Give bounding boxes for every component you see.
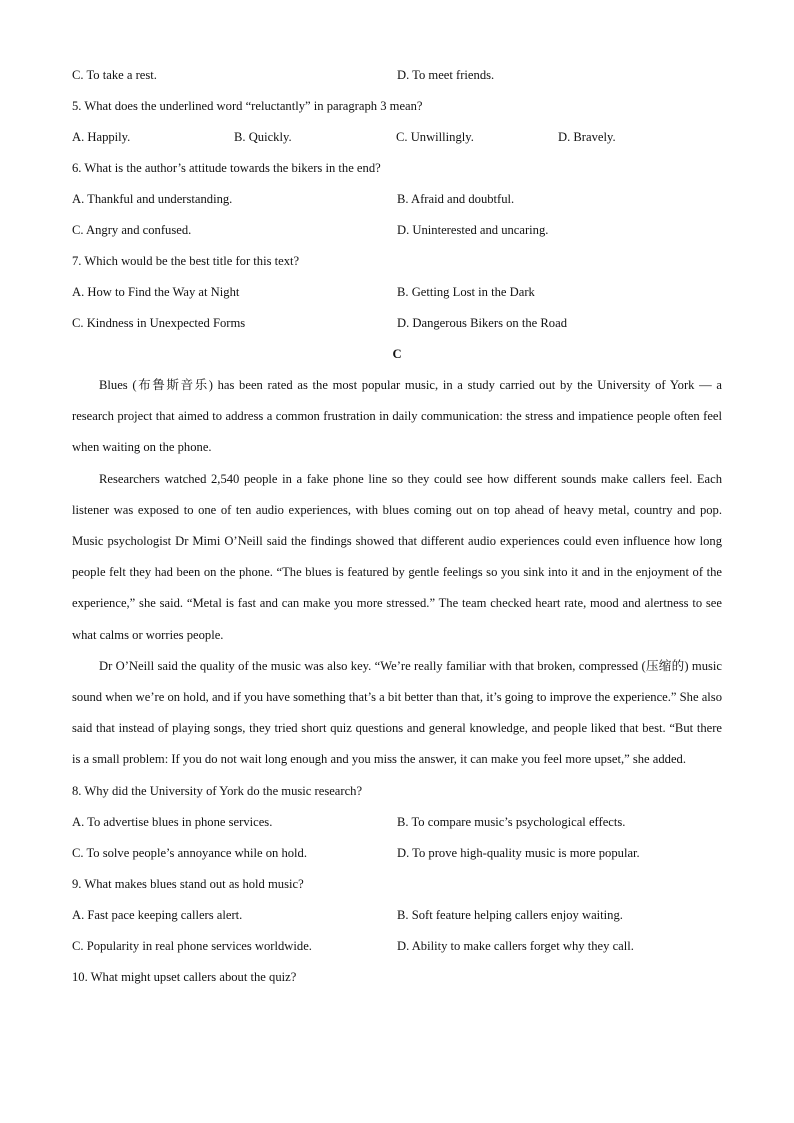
q4-option-c: C. To take a rest. xyxy=(72,68,157,82)
q7-option-d: D. Dangerous Bikers on the Road xyxy=(397,316,567,330)
q9-option-c: C. Popularity in real phone services worldwide. xyxy=(72,938,312,953)
q7-options-cd xyxy=(72,308,722,339)
q8-option-b: B. To compare music’s psychological effects. xyxy=(397,814,626,829)
passage-paragraph-2: Researchers watched 2,540 people in a fake phone line so they could see how different sounds make callers feel. Each listener was exposed to one of ten audio experiences, with blues coming out on top ahead of heavy metal, country and pop. Music psychologist Dr Mimi O’Neill said the findings showed that different audio experiences could even influence how long people felt they had been on the phone. “The blues is featured by gentle feelings so you sink into it and in the enjoyment of the experience,” she said. “Metal is fast and can make you more stressed.” The team checked heart rate, mood and alertness to see what calms or worries people. xyxy=(72,471,722,642)
q9-option-a: A. Fast pace keeping callers alert. xyxy=(72,907,243,922)
q6-option-d: D. Uninterested and uncaring. xyxy=(397,223,549,237)
q5-stem: 5. What does the underlined word “reluctantly” in paragraph 3 mean? xyxy=(72,99,423,113)
q4-options-cd xyxy=(72,60,722,91)
q10-stem: 10. What might upset callers about the quiz? xyxy=(72,969,297,984)
q6-option-b: B. Afraid and doubtful. xyxy=(397,192,515,206)
q5-option-d: D. Bravely. xyxy=(558,130,616,144)
q5-option-b: B. Quickly. xyxy=(234,130,292,144)
passage-paragraph-1: Blues (布鲁斯音乐) has been rated as the most popular music, in a study carried out by the University of York — a research project that aimed to address a common frustration in daily communication: the stress and impatience people often feel when waiting on the phone. xyxy=(72,378,722,455)
document-page xyxy=(72,60,722,993)
q9-options-ab xyxy=(72,900,722,931)
q7-option-c: C. Kindness in Unexpected Forms xyxy=(72,316,246,330)
section-c-title: C xyxy=(392,347,402,361)
q8-stem: 8. Why did the University of York do the music research? xyxy=(72,783,363,798)
q9-stem: 9. What makes blues stand out as hold music? xyxy=(72,876,304,891)
q8-option-a: A. To advertise blues in phone services. xyxy=(72,814,273,829)
q9-option-b: B. Soft feature helping callers enjoy waiting. xyxy=(397,907,623,922)
q8-options-cd xyxy=(72,838,722,869)
q5-options xyxy=(72,122,722,153)
q6-stem: 6. What is the author’s attitude towards the bikers in the end? xyxy=(72,161,381,175)
q8-option-d: D. To prove high-quality music is more popular. xyxy=(397,845,640,860)
q7-options-ab xyxy=(72,277,722,308)
q4-option-d: D. To meet friends. xyxy=(397,68,495,82)
q9-options-cd xyxy=(72,931,722,962)
q5-option-a: A. Happily. xyxy=(72,130,131,144)
q6-option-c: C. Angry and confused. xyxy=(72,223,192,237)
passage-paragraph-3: Dr O’Neill said the quality of the music was also key. “We’re really familiar with that broken, compressed (压缩的) music sound when we’re on hold, and if you have something that’s a bit better than that, it’s going to improve the experience.” She also said that instead of playing songs, they tried short quiz questions and general knowledge, and people liked that best. “But there is a small problem: If you do not wait long enough and you miss the answer, it can make you feel more upset,” she added. xyxy=(72,658,722,767)
q6-options-cd xyxy=(72,215,722,246)
q7-option-a: A. How to Find the Way at Night xyxy=(72,285,240,299)
q7-stem: 7. Which would be the best title for this text? xyxy=(72,254,300,268)
q6-option-a: A. Thankful and understanding. xyxy=(72,192,233,206)
q9-option-d: D. Ability to make callers forget why they call. xyxy=(397,938,634,953)
q5-option-c: C. Unwillingly. xyxy=(396,130,474,144)
q6-options-ab xyxy=(72,184,722,215)
q8-option-c: C. To solve people’s annoyance while on hold. xyxy=(72,845,307,860)
q8-options-ab xyxy=(72,807,722,838)
q7-option-b: B. Getting Lost in the Dark xyxy=(397,285,535,299)
